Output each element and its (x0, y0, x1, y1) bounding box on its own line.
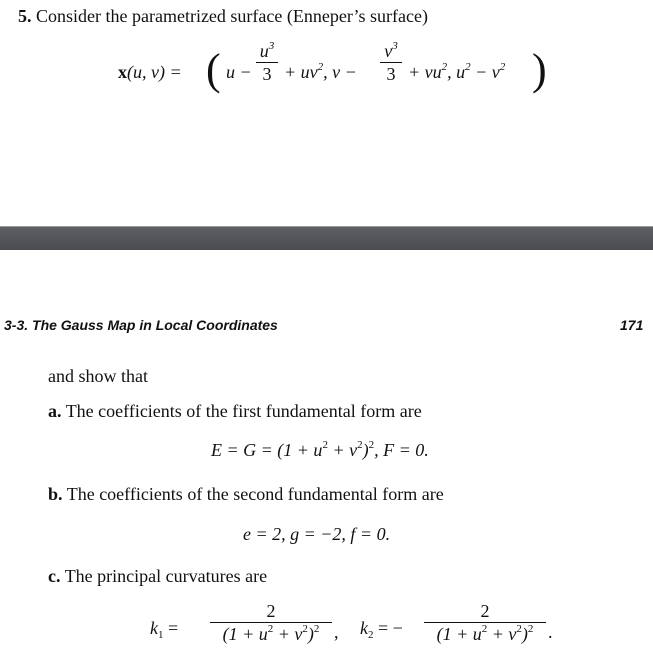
section-header: 3-3. The Gauss Map in Local Coordinates (4, 317, 278, 333)
page-divider (0, 227, 653, 250)
k2-fraction: 2 $(1 + u^2 + v^2)^2$ (424, 602, 546, 643)
eq-frac1: $u^3$ 3 (256, 42, 278, 83)
eq-u: u − (226, 62, 252, 82)
k2-period: . (548, 622, 553, 642)
page-number: 171 (620, 317, 644, 333)
eq-mid1: + $uv^2$, v − (284, 61, 357, 82)
problem-number: 5. (18, 6, 32, 26)
first-fundamental-form-eq: $E = G = (1 + u^2 + v^2)^2$, F = 0. (211, 439, 429, 460)
k1-fraction: 2 $(1 + u^2 + v^2)^2$ (210, 602, 332, 643)
k1-comma: , (334, 622, 339, 642)
item-c: c. The principal curvatures are (48, 566, 268, 586)
item-b: b. The coefficients of the second fundamental form are (48, 484, 444, 504)
second-fundamental-form-eq: e = 2, g = −2, f = 0. (243, 524, 391, 544)
eq-frac2: $v^3$ 3 (380, 42, 402, 83)
item-a: a. The coefficients of the first fundamental form are (48, 401, 422, 421)
eq-lhs: x(u, v) = (118, 62, 182, 82)
right-paren: ) (532, 45, 547, 94)
left-paren: ( (206, 45, 221, 94)
k2-label: $k_2$ = − (360, 618, 403, 641)
eq-tail: + $vu^2$, $u^2 - v^2$ (408, 61, 506, 82)
problem-text: Consider the parametrized surface (Enneper’s surface) (36, 6, 428, 26)
problem-statement (18, 6, 428, 27)
intro-text: and show that (48, 366, 148, 386)
k1-label: $k_1$ = (150, 618, 179, 641)
